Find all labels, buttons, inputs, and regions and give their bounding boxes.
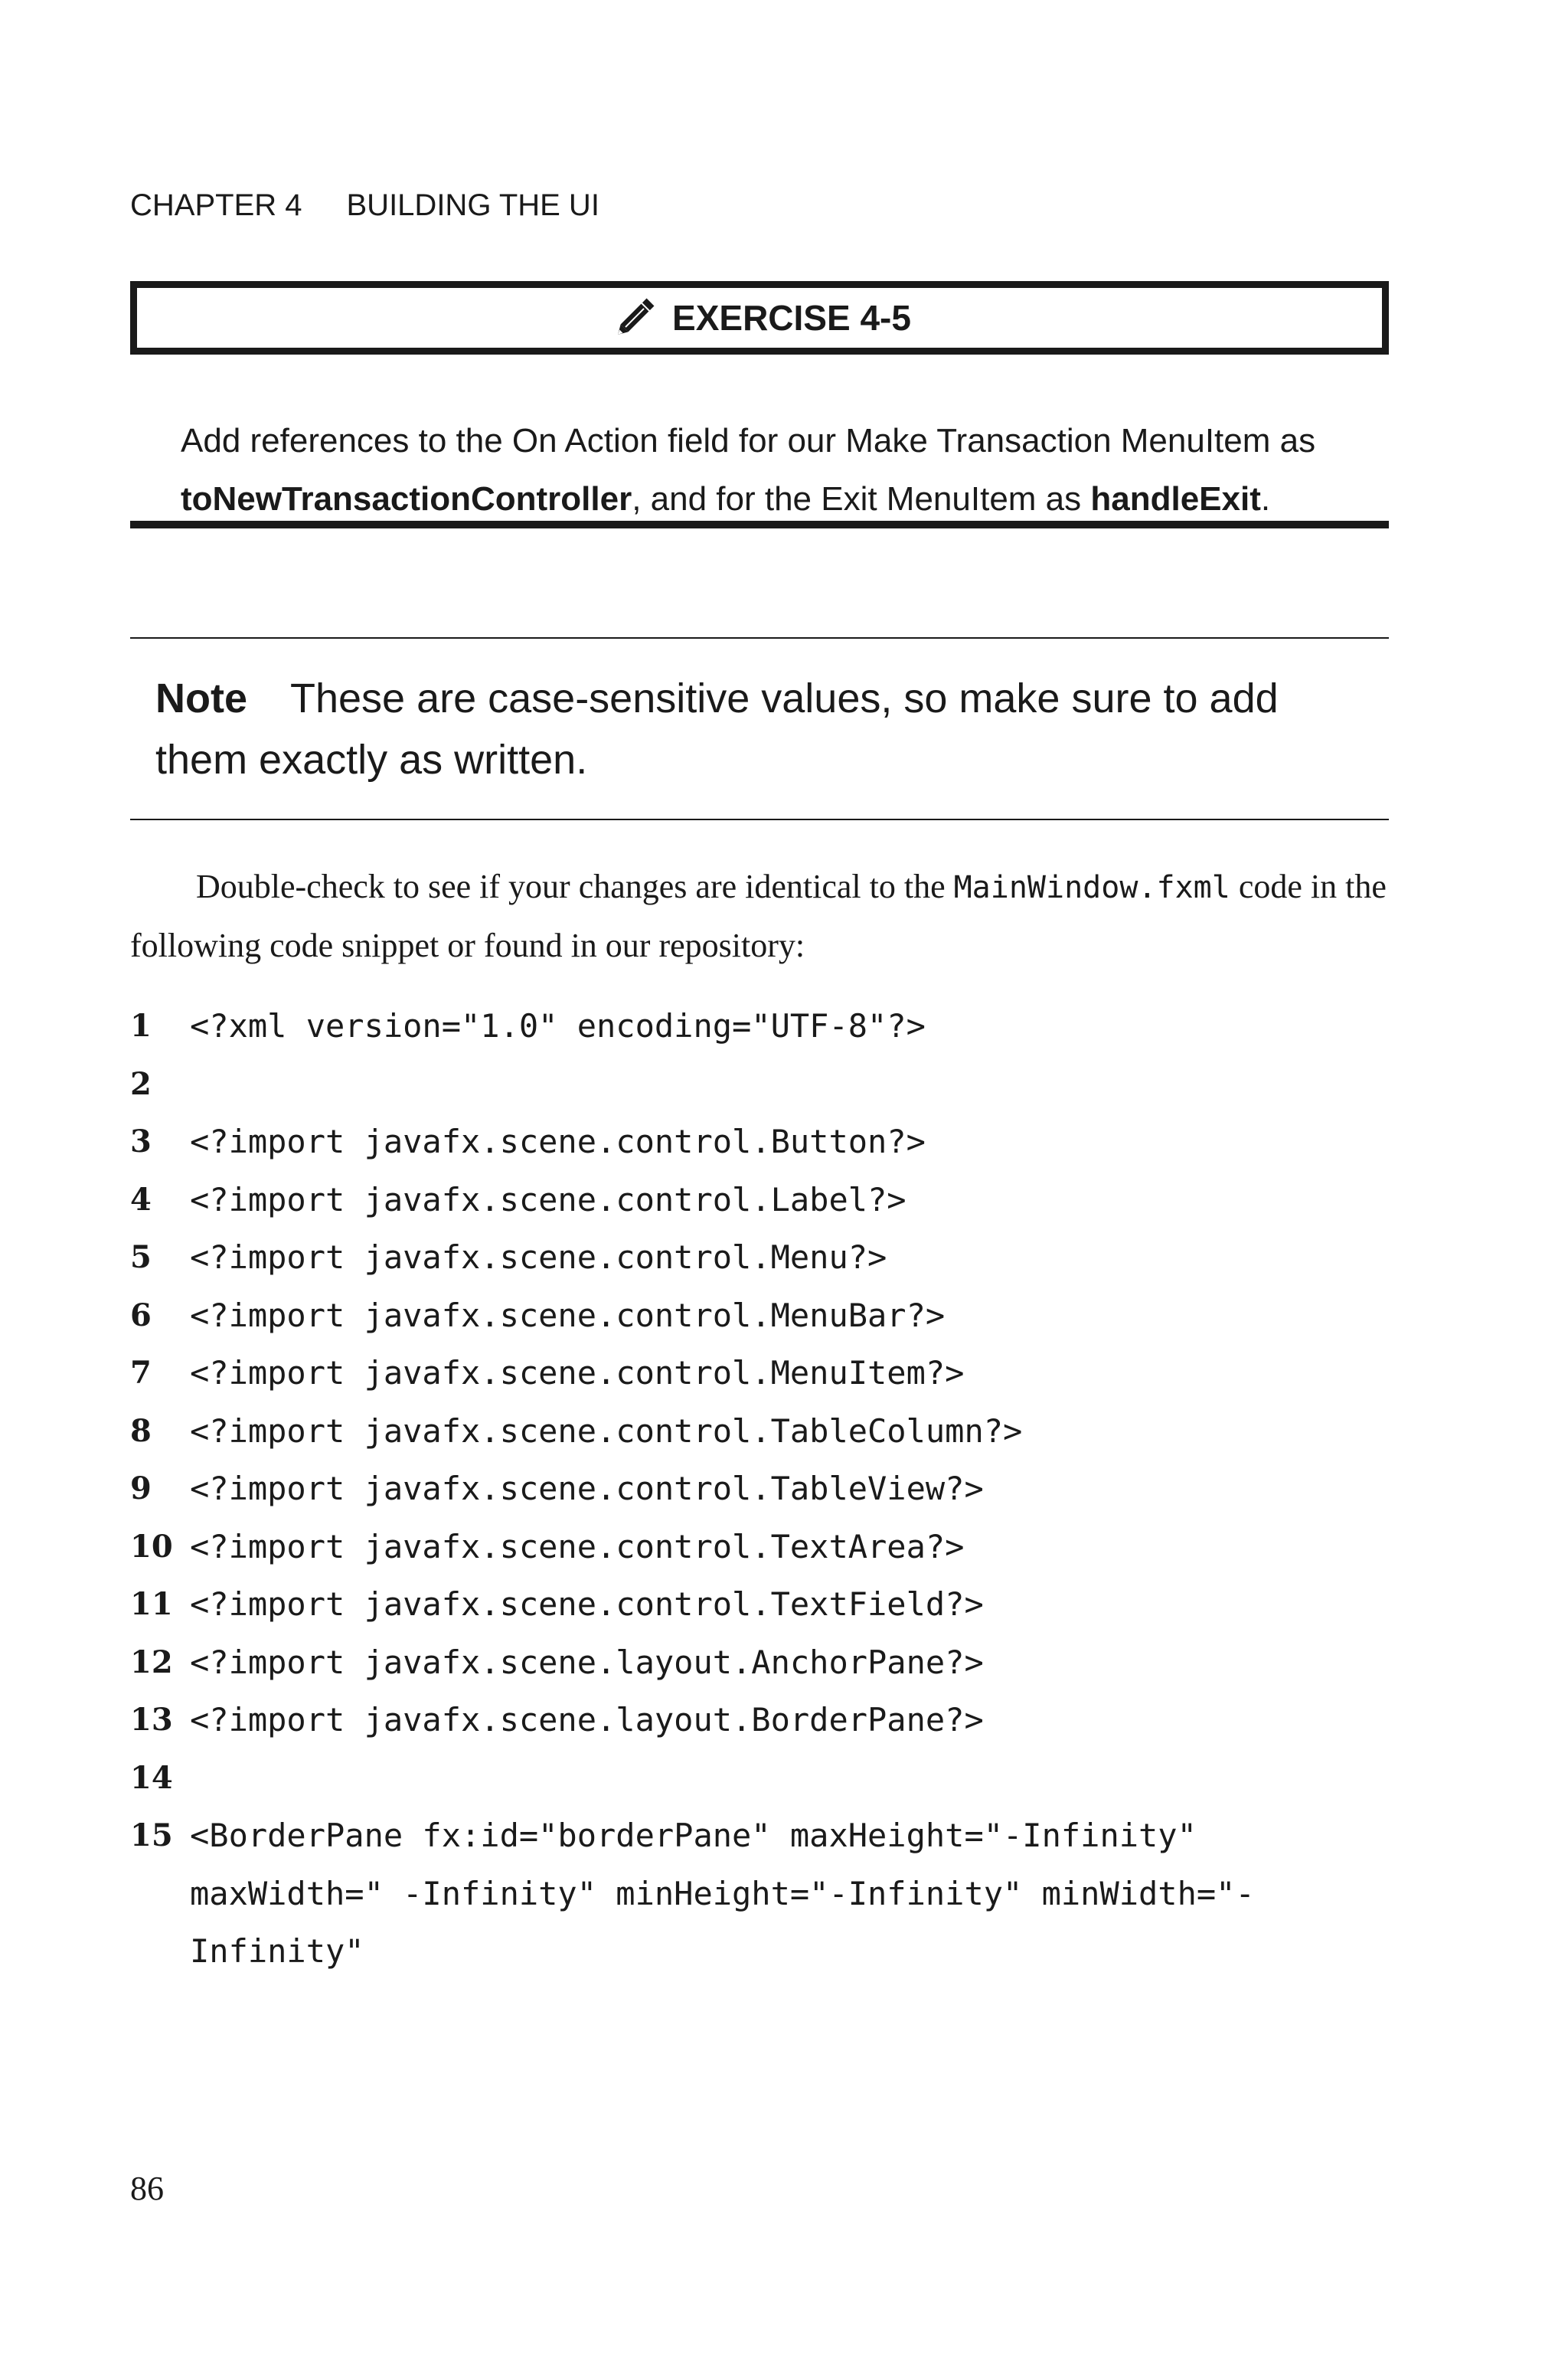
code-line	[130, 1287, 1401, 1345]
body-paragraph	[130, 858, 1393, 975]
exercise-title-box	[130, 281, 1389, 355]
code-text: <?import javafx.scene.control.TextField?>	[190, 1585, 984, 1623]
code-text: <?import javafx.scene.control.Menu?>	[190, 1238, 887, 1276]
code-line	[130, 1575, 1401, 1634]
code-text: <BorderPane fx:id="borderPane" maxHeight="-Infinity"	[190, 1817, 1197, 1854]
page-number: 86	[130, 2170, 164, 2207]
pencil-icon	[608, 291, 662, 345]
code-line	[130, 1460, 1401, 1518]
code-line	[130, 1113, 1401, 1171]
line-number: 12	[130, 1644, 173, 1680]
line-number: 3	[130, 1124, 152, 1160]
note-top-rule	[130, 637, 1389, 639]
note-label: Note	[155, 675, 247, 721]
inline-code: MainWindow.fxml	[953, 870, 1230, 905]
line-number: 9	[130, 1470, 152, 1506]
exercise-bottom-rule	[130, 521, 1389, 528]
note-text: These are case-sensitive values, so make sure to add them exactly as written.	[155, 675, 1279, 783]
code-line	[130, 1691, 1401, 1749]
line-number: 13	[130, 1702, 173, 1738]
exercise-text: .	[1260, 480, 1271, 518]
exercise-bold-term: handleExit	[1090, 480, 1261, 518]
line-number: 5	[130, 1239, 152, 1275]
exercise-text: Add references to the On Action field for our Make Transaction MenuItem as	[181, 422, 1316, 460]
code-line	[130, 997, 1401, 1055]
body-text: code in the following code snippet or found in our repository:	[130, 868, 1387, 964]
exercise-bold-term: toNewTransactionController	[181, 480, 632, 518]
code-text: Infinity"	[190, 1932, 364, 1970]
line-number: 14	[130, 1759, 173, 1796]
running-head	[130, 188, 599, 223]
note-box	[155, 668, 1380, 790]
code-text: <?xml version="1.0" encoding="UTF-8"?>	[190, 1007, 926, 1045]
exercise-text: , and for the Exit MenuItem as	[632, 480, 1091, 518]
code-line	[130, 1344, 1401, 1402]
code-text: <?import javafx.scene.layout.BorderPane?>	[190, 1701, 984, 1739]
code-text: <?import javafx.scene.control.TableColumn?>	[190, 1411, 1023, 1450]
code-line	[130, 1749, 1401, 1807]
line-number: 6	[130, 1297, 152, 1333]
code-line	[130, 1807, 1401, 1865]
code-line	[130, 1402, 1401, 1460]
code-text: <?import javafx.scene.control.MenuBar?>	[190, 1296, 946, 1334]
body-text: Double-check to see if your changes are identical to the	[196, 868, 954, 905]
code-text: <?import javafx.scene.layout.AnchorPane?>	[190, 1643, 984, 1681]
line-number: 1	[130, 1008, 152, 1044]
code-line	[130, 1228, 1401, 1287]
code-text: maxWidth=" -Infinity" minHeight="-Infinity" minWidth="-	[190, 1874, 1255, 1912]
line-number: 10	[130, 1528, 173, 1565]
code-line	[130, 1518, 1401, 1576]
note-bottom-rule	[130, 819, 1389, 820]
code-text: <?import javafx.scene.control.Label?>	[190, 1180, 906, 1218]
line-number: 4	[130, 1181, 152, 1218]
line-number: 11	[130, 1586, 173, 1622]
chapter-label: CHAPTER 4	[130, 188, 302, 222]
code-text: <?import javafx.scene.control.Button?>	[190, 1123, 926, 1160]
code-listing	[130, 997, 1401, 1981]
line-number: 8	[130, 1412, 152, 1449]
code-text: <?import javafx.scene.control.MenuItem?>	[190, 1354, 965, 1392]
code-text: <?import javafx.scene.control.TableView?>	[190, 1470, 984, 1507]
line-number: 15	[130, 1817, 173, 1853]
line-number: 2	[130, 1065, 152, 1102]
code-line	[130, 1171, 1401, 1229]
code-line	[130, 1055, 1401, 1114]
code-line	[130, 1865, 1401, 1923]
line-number: 7	[130, 1355, 152, 1391]
exercise-instructions	[181, 412, 1375, 528]
section-label: BUILDING THE UI	[346, 188, 599, 222]
code-line	[130, 1922, 1401, 1981]
exercise-title: EXERCISE 4-5	[672, 298, 911, 338]
code-text: <?import javafx.scene.control.TextArea?>	[190, 1527, 965, 1565]
code-line	[130, 1634, 1401, 1692]
